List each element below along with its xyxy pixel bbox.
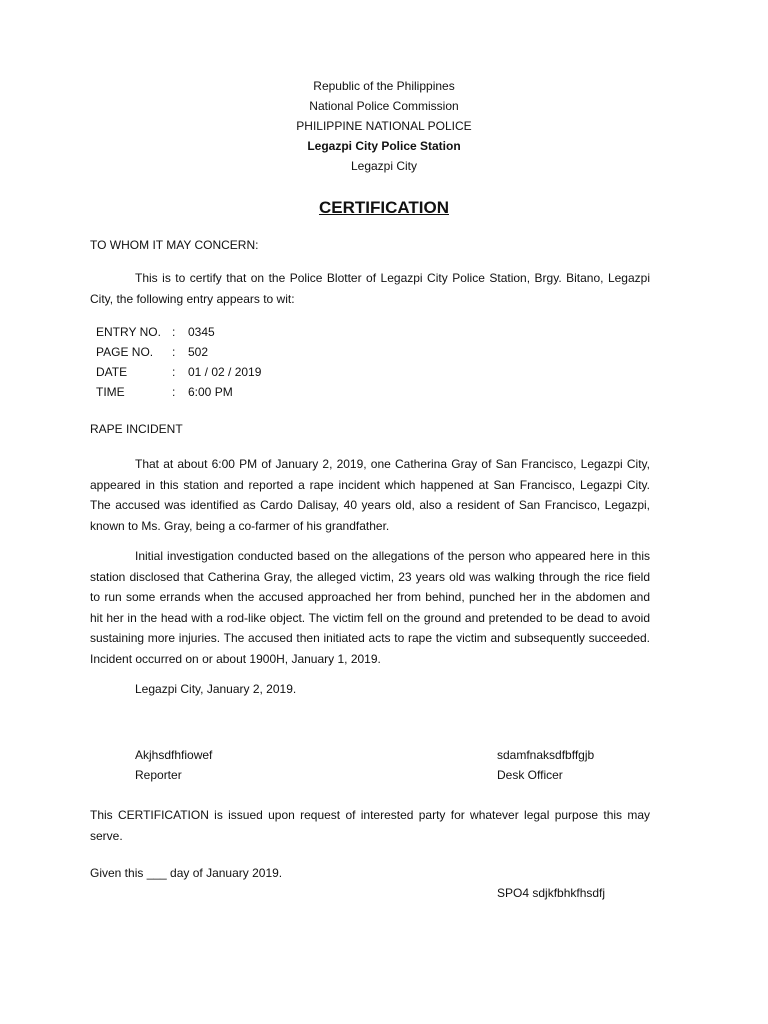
entry-value: 6:00 PM bbox=[188, 385, 233, 399]
letterhead-station: Legazpi City Police Station bbox=[307, 139, 461, 153]
desk-officer-signature-block bbox=[497, 745, 594, 785]
reporter-signature-block bbox=[135, 745, 212, 785]
letterhead-napolcom: National Police Commission bbox=[309, 99, 459, 113]
letterhead bbox=[0, 76, 768, 176]
entry-colon: : bbox=[172, 365, 176, 379]
intro-paragraph: This is to certify that on the Police Blotter of Legazpi City Police Station, Brgy. Bitano, Legazpi City, the following entry appears to wit: bbox=[90, 271, 650, 306]
desk-officer-name: sdamfnaksdfbffgjb bbox=[497, 748, 595, 762]
document-title: CERTIFICATION bbox=[318, 198, 449, 217]
incident-paragraph-1: That at about 6:00 PM of January 2, 2019, one Catherina Gray of San Francisco, Legazpi City, appeared in this station and reported a rape incident which happened at San Francisco, Legazpi City. The accused was identified as Cardo Dalisay, 40 years old, also a resident of San Francisco, Legazpi, known to Ms. Gray, being a co-farmer of his grandfather. bbox=[90, 457, 650, 533]
place-and-date: Legazpi City, January 2, 2019. bbox=[135, 682, 297, 696]
given-line: Given this ___ day of January 2019. bbox=[90, 866, 283, 880]
reporter-name: Akjhsdfhfiowef bbox=[135, 748, 213, 762]
blotter-entries bbox=[96, 322, 261, 402]
entry-row-time bbox=[96, 382, 261, 402]
reporter-role: Reporter bbox=[135, 768, 182, 782]
entry-colon: : bbox=[172, 385, 176, 399]
entry-label: TIME bbox=[96, 385, 125, 399]
entry-label: PAGE NO. bbox=[96, 345, 154, 359]
incident-heading: RAPE INCIDENT bbox=[90, 422, 183, 436]
signatory-name: SPO4 sdjkfbhkfhsdfj bbox=[497, 886, 606, 900]
letterhead-pnp: PHILIPPINE NATIONAL POLICE bbox=[296, 119, 472, 133]
entry-value: 0345 bbox=[188, 325, 215, 339]
entry-colon: : bbox=[172, 325, 176, 339]
salutation: TO WHOM IT MAY CONCERN: bbox=[90, 238, 259, 252]
closing-paragraph: This CERTIFICATION is issued upon request of interested party for whatever legal purpose this may serve. bbox=[90, 808, 650, 843]
entry-row-page-no bbox=[96, 342, 261, 362]
incident-paragraph-2: Initial investigation conducted based on the allegations of the person who appeared here in this station disclosed that Catherina Gray, the alleged victim, 23 years old was walking through the rice field to run some errands when the accused approached her from behind, punched her in the abdomen and hit her in the head with a rod-like object. The victim fell on the ground and pretended to be dead to avoid sustaining more injuries. The accused then initiated acts to rape the victim and subsequently succeeded. Incident occurred on or about 1900H, January 1, 2019. bbox=[90, 549, 650, 666]
entry-value: 502 bbox=[188, 345, 209, 359]
entry-value: 01 / 02 / 2019 bbox=[188, 365, 262, 379]
entry-label: DATE bbox=[96, 365, 128, 379]
desk-officer-role: Desk Officer bbox=[497, 768, 563, 782]
entry-row-date bbox=[96, 362, 261, 382]
entry-label: ENTRY NO. bbox=[96, 325, 161, 339]
entry-row-entry-no bbox=[96, 322, 261, 342]
letterhead-republic: Republic of the Philippines bbox=[313, 79, 455, 93]
entry-colon: : bbox=[172, 345, 176, 359]
letterhead-city: Legazpi City bbox=[350, 159, 418, 173]
